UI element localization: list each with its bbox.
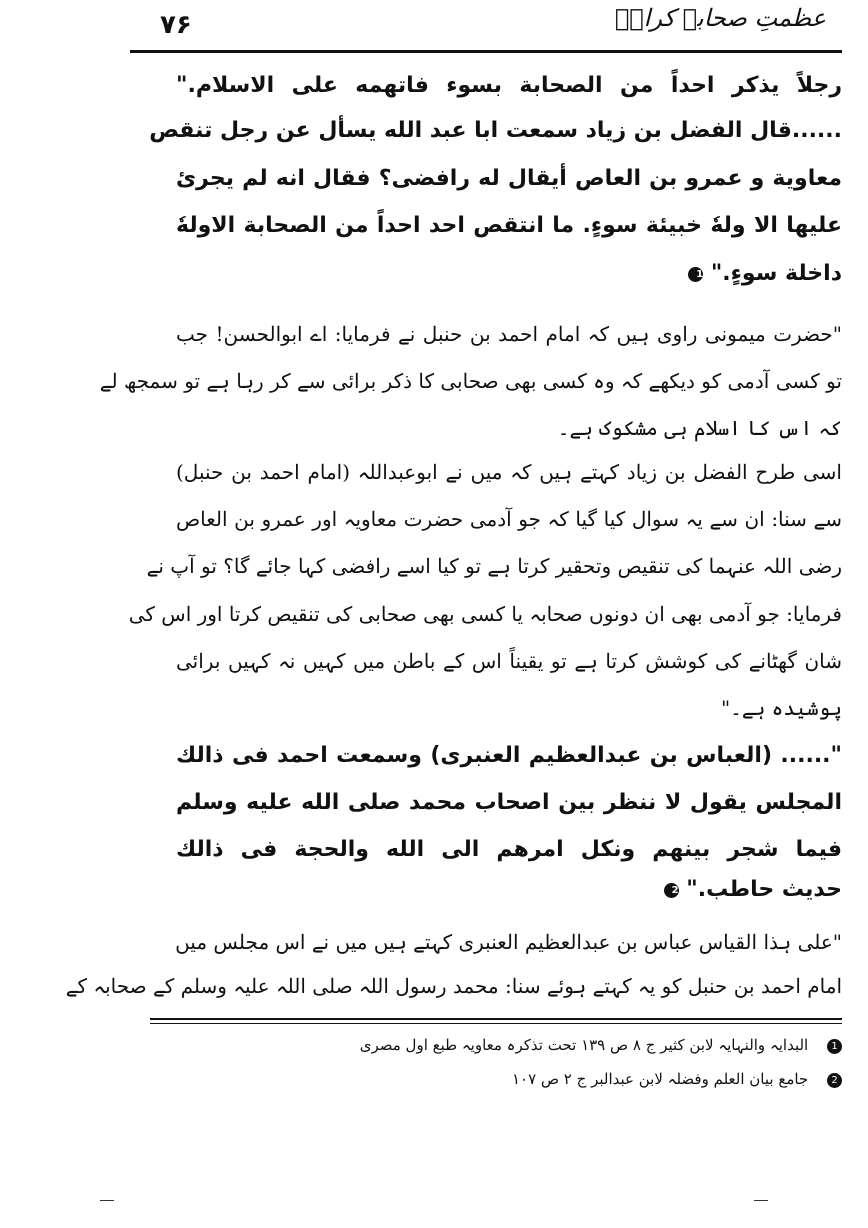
footnote-1 — [190, 1030, 842, 1060]
arabic-line-9-text: حديث حاطب." — [686, 877, 842, 902]
urdu-line-10: "علی ہذا القیاس عباس بن عبدالعظیم العنبری کہتے ہیں میں نے اس مجلس میں — [175, 930, 842, 954]
urdu-line-8: شان گھٹانے کی کوشش کرتا ہے تو یقیناً اس کے باطن میں کہیں نہ کہیں برائی — [176, 649, 842, 673]
arabic-line-8: فيما شجر بينهم ونكل امرهم الى الله والحجة فى ذالك — [176, 837, 842, 862]
urdu-line-9: پوشیدہ ہے۔" — [720, 696, 842, 720]
urdu-line-1: "حضرت میمونی راوی ہیں کہ امام احمد بن حنبل نے فرمایا: اے ابوالحسن! جب — [176, 322, 842, 346]
urdu-line-4: اسی طرح الفضل بن زیاد کہتے ہیں کہ میں نے ابوعبداللہ (امام احمد بن حنبل) — [176, 460, 842, 484]
scan-edge-mark-right — [754, 1200, 768, 1201]
header-rule — [130, 50, 842, 53]
footnote-rule — [150, 1018, 842, 1020]
footnote-marker-1: 1 — [827, 1039, 842, 1054]
running-header-title: عظمتِ صحابہ کرامؓ — [614, 4, 826, 32]
arabic-line-5-text: داخلة سوءٍ." — [710, 261, 842, 286]
footnote-2 — [190, 1064, 842, 1094]
footnote-rule-thin — [150, 1023, 842, 1024]
footnote-2-text: جامع بیان العلم وفضلہ لابن عبدالبر ج ۲ ص ۱۰۷ — [511, 1070, 809, 1088]
urdu-line-2: تو کسی آدمی کو دیکھے کہ وہ کسی بھی صحابی کا ذکر برائی سے کر رہا ہے تو سمجھ لے — [99, 369, 842, 393]
footnote-ref-1: 1 — [688, 267, 703, 282]
urdu-line-3: کہ اس کا اسلام ہی مشکوک ہے۔ — [557, 416, 842, 440]
urdu-line-7: فرمایا: جو آدمی بھی ان دونوں صحابہ یا کسی بھی صحابی کی تنقیص کرتا اور اس کی — [128, 602, 842, 626]
page-number: ۷۶ — [160, 10, 192, 40]
arabic-line-1: رجلاً يذكر احداً من الصحابة بسوء فاتهمه على الاسلام." — [176, 73, 842, 98]
footnote-1-text: البدایہ والنہایہ لابن کثیر ج ۸ ص ۱۳۹ تحت تذکرہ معاویہ طبع اول مصری — [359, 1036, 809, 1054]
arabic-line-6: "...... (العباس بن عبدالعظيم العنبرى) وسمعت احمد فى ذالك — [176, 743, 842, 768]
urdu-line-6: رضی اللہ عنہما کی تنقیص وتحقیر کرتا ہے تو کیا اسے رافضی کہا جائے گا؟ تو آپ نے — [146, 554, 842, 578]
arabic-line-4: عليها الا ولهٗ خبيئة سوءٍ. ما انتقص احد احداً من الصحابة الاولهٗ — [176, 213, 842, 238]
scan-edge-mark-left — [100, 1200, 114, 1201]
urdu-line-11: امام احمد بن حنبل کو یہ کہتے ہوئے سنا: محمد رسول اللہ صلی اللہ علیہ وسلم کے صحابہ کے — [65, 974, 842, 998]
footnote-marker-2: 2 — [827, 1073, 842, 1088]
arabic-line-3: معاوية و عمرو بن العاص أيقال له رافضى؟ فقال انه لم يجرئ — [176, 166, 842, 191]
arabic-line-9 — [176, 866, 842, 914]
footnote-ref-2: 2 — [664, 883, 679, 898]
urdu-line-5: سے سنا: ان سے یہ سوال کیا گیا کہ جو آدمی حضرت معاویہ اور عمرو بن العاص — [176, 507, 842, 531]
arabic-line-2: ......قال الفضل بن زياد سمعت ابا عبد الله يسأل عن رجل تنقص — [149, 118, 842, 143]
arabic-line-5 — [176, 250, 842, 298]
arabic-line-7: المجلس يقول لا ننظر بين اصحاب محمد صلى الله عليه وسلم — [176, 790, 842, 815]
